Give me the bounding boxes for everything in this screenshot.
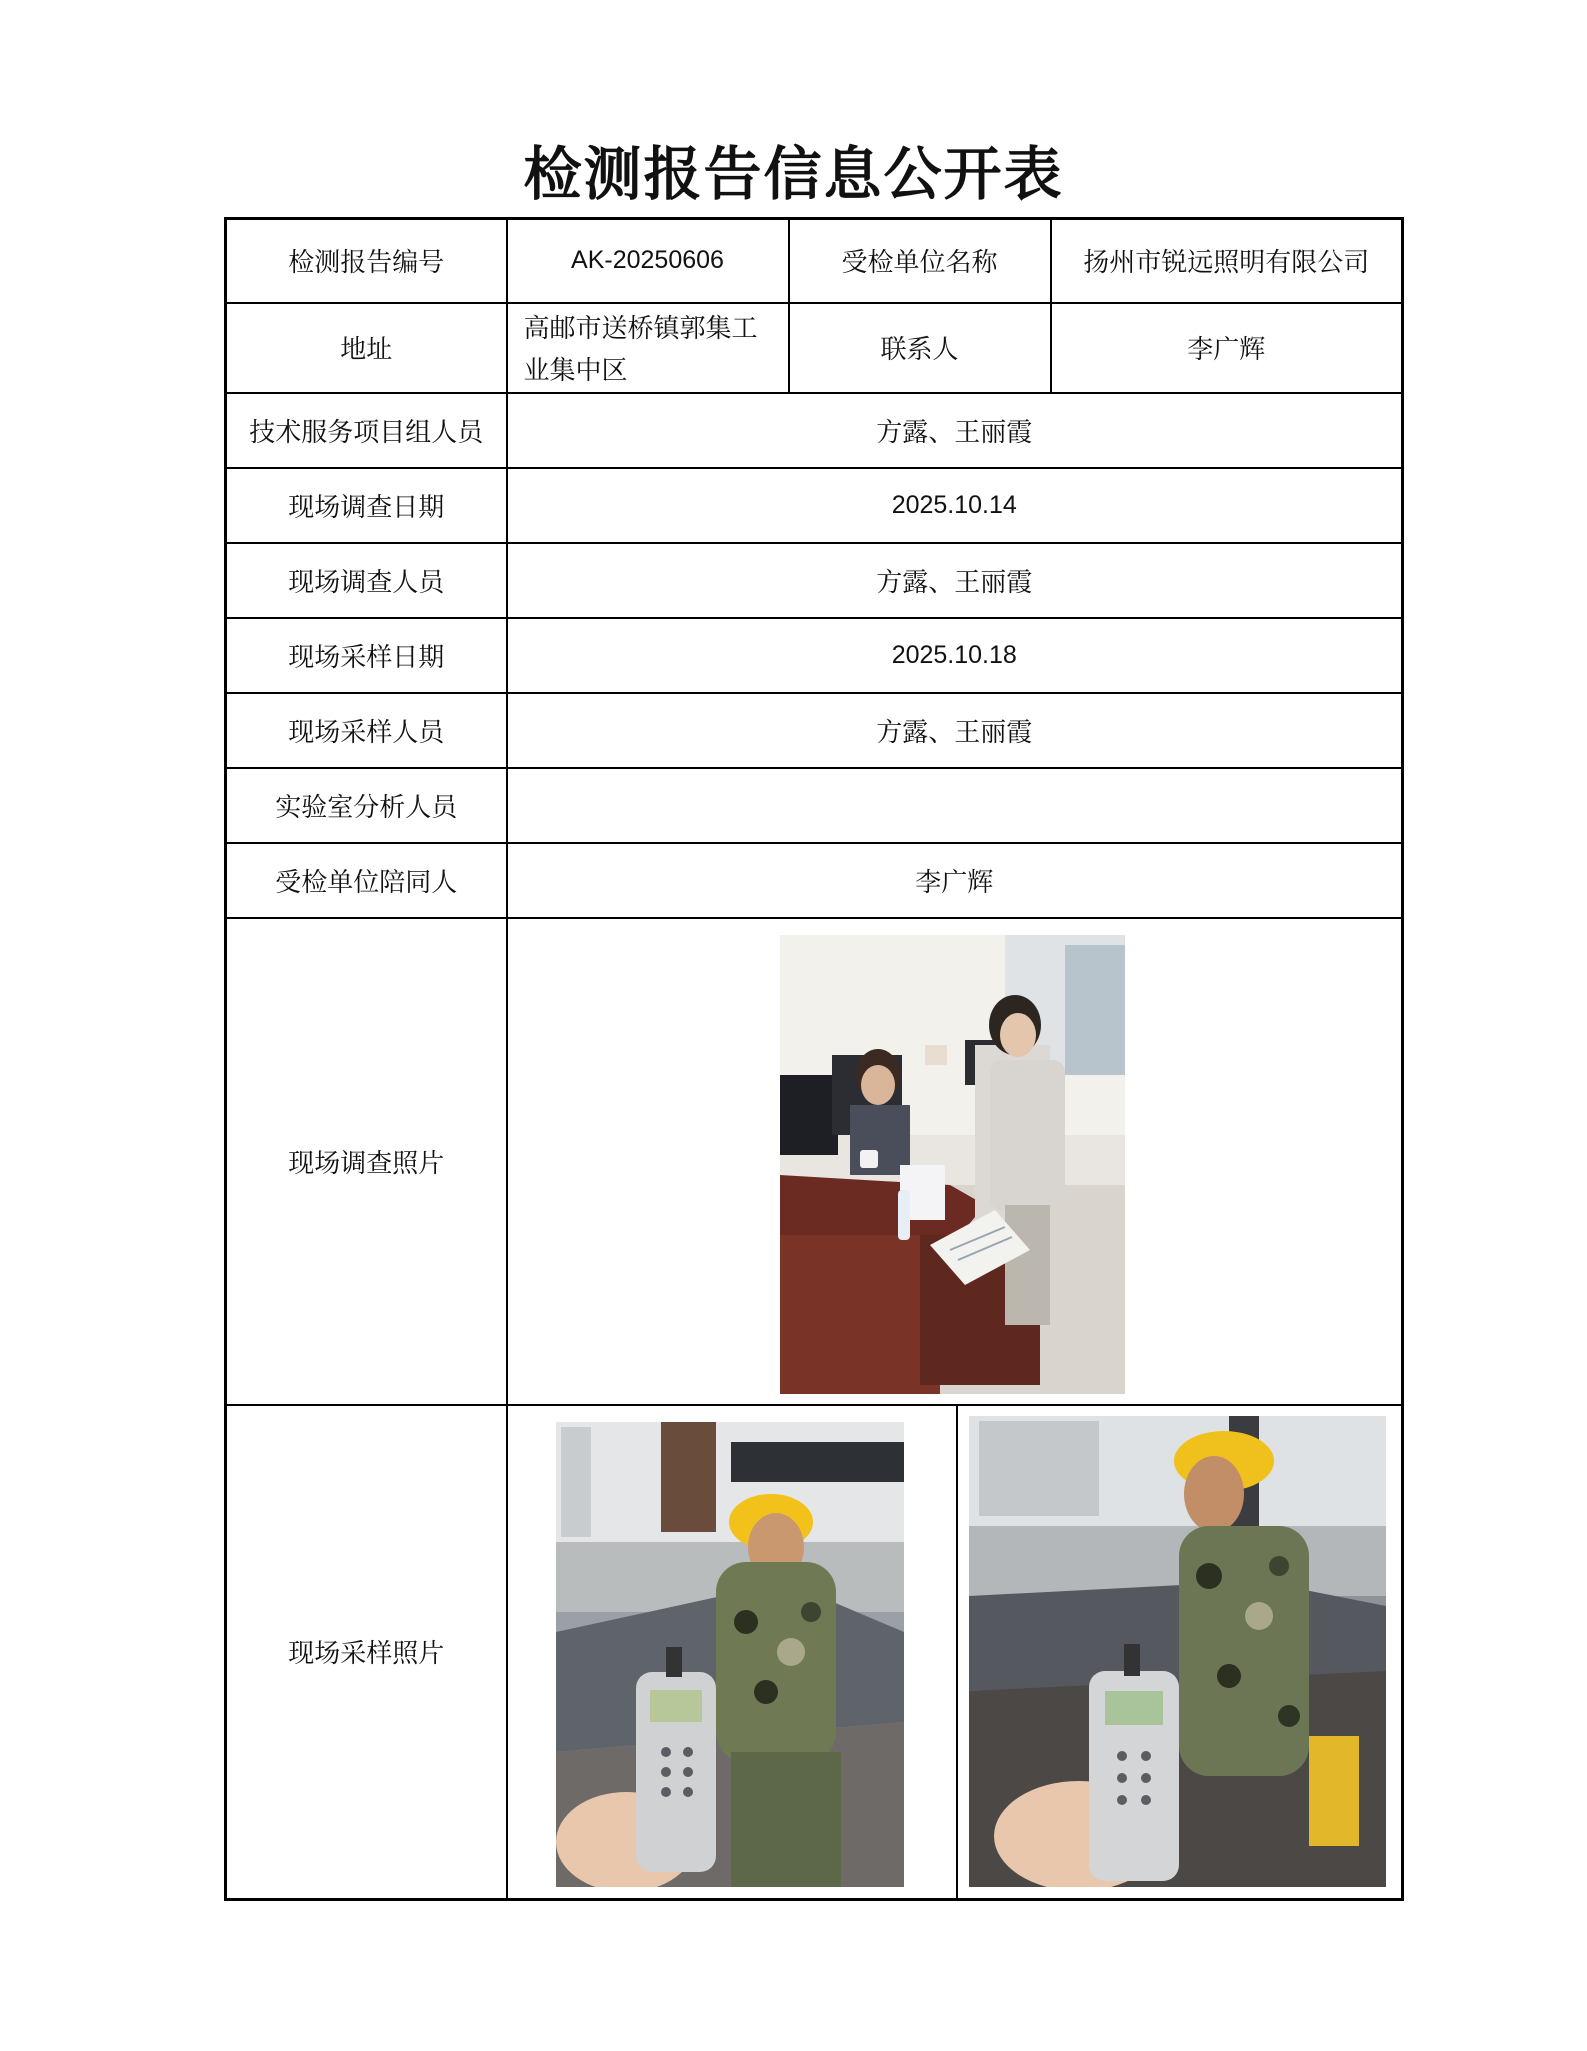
- team-label: 技术服务项目组人员: [226, 393, 507, 468]
- address-value: 高邮市送桥镇郭集工业集中区: [507, 303, 789, 393]
- survey-date-label: 现场调查日期: [226, 468, 507, 543]
- contact-value: 李广辉: [1051, 303, 1403, 393]
- sampling-date-value: 2025.10.18: [507, 618, 1403, 693]
- escort-value: 李广辉: [507, 843, 1403, 918]
- escort-label: 受检单位陪同人: [226, 843, 507, 918]
- sampling-staff-label: 现场采样人员: [226, 693, 507, 768]
- survey-staff-label: 现场调查人员: [226, 543, 507, 618]
- table-row: [226, 918, 1403, 1405]
- survey-date-value: 2025.10.14: [507, 468, 1403, 543]
- survey-staff-value: 方露、王丽霞: [507, 543, 1403, 618]
- table-row: [226, 543, 1403, 618]
- survey-photo-label: 现场调查照片: [226, 918, 507, 1405]
- survey-photo: [780, 935, 1125, 1394]
- unit-name-value: 扬州市锐远照明有限公司: [1051, 219, 1403, 303]
- address-label: 地址: [226, 303, 507, 393]
- table-row: [226, 393, 1403, 468]
- lab-staff-value: [507, 768, 1403, 843]
- contact-label: 联系人: [789, 303, 1051, 393]
- sampling-photo-1: [556, 1422, 904, 1887]
- table-row: [226, 618, 1403, 693]
- sampling-date-label: 现场采样日期: [226, 618, 507, 693]
- report-no-label: 检测报告编号: [226, 219, 507, 303]
- table-row: [226, 1405, 1403, 1900]
- page-title: 检测报告信息公开表: [523, 140, 1064, 208]
- survey-photo-cell: [507, 918, 1403, 1405]
- sampling-photo-label: 现场采样照片: [226, 1405, 507, 1900]
- table-row: [226, 693, 1403, 768]
- table-row: [226, 768, 1403, 843]
- photo-divider: [956, 1406, 958, 1899]
- table-row: [226, 468, 1403, 543]
- lab-staff-label: 实验室分析人员: [226, 768, 507, 843]
- sampling-photo-cell: [507, 1405, 1403, 1900]
- table-row: [226, 843, 1403, 918]
- table-row: [226, 303, 1403, 393]
- table-row: [226, 219, 1403, 303]
- sampling-staff-value: 方露、王丽霞: [507, 693, 1403, 768]
- unit-name-label: 受检单位名称: [789, 219, 1051, 303]
- report-no-value: AK-20250606: [507, 219, 789, 303]
- team-value: 方露、王丽霞: [507, 393, 1403, 468]
- sampling-photo-2: [969, 1416, 1386, 1887]
- report-info-table: [224, 217, 1404, 1901]
